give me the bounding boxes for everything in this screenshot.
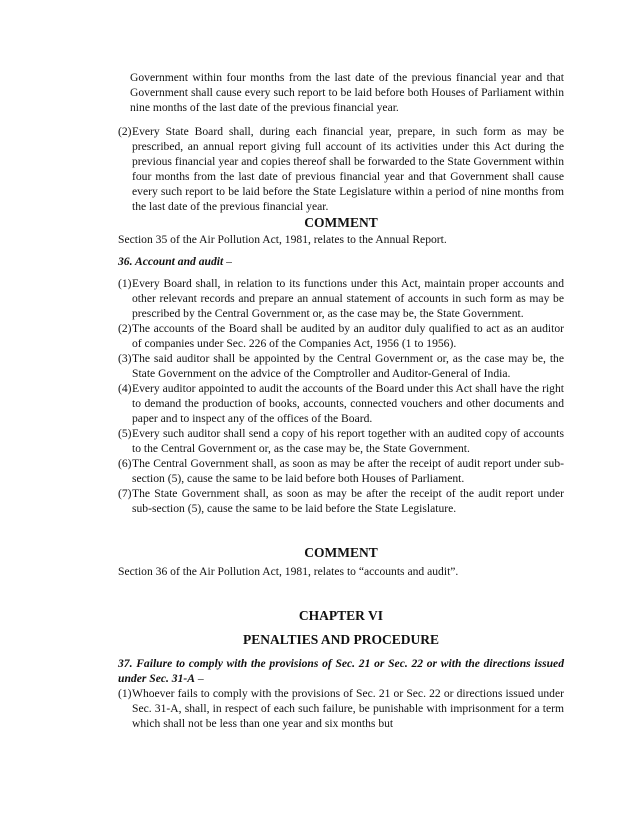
item-text: Whoever fails to comply with the provisions of Sec. 21 or Sec. 22 or directions issued under Sec. 31-A, shall, in respect of each such failure, be punishable with imprisonment for a term which shall not be less than one year and six months but: [132, 687, 564, 730]
item-number: (2): [118, 322, 132, 335]
section-36-title-text: 36. Account and audit: [118, 255, 224, 268]
item-number: (4): [118, 382, 132, 395]
comment-heading-1: COMMENT: [304, 215, 378, 230]
section-36-item-6: [118, 456, 564, 486]
section-37-item-1: [118, 686, 564, 731]
item-number: (1): [118, 277, 132, 290]
section-36-list: [118, 276, 564, 516]
clause-text: Every State Board shall, during each financial year, prepare, in such form as may be prescribed, an annual report giving full account of its activities under this Act during the previous financial year and copies thereof shall be forwarded to the State Government within four months from the last date of previous financial year and that Government shall cause every such report to be laid before the State Legislature within a period of nine months from the last date of the previous financial year.: [132, 125, 564, 213]
section-36-dash: –: [223, 255, 232, 268]
clause-2: [118, 124, 564, 214]
spacer: [118, 516, 564, 544]
item-number: (7): [118, 487, 132, 500]
section-36-item-3: [118, 351, 564, 381]
comment-text-1: Section 35 of the Air Pollution Act, 1981, relates to the Annual Report.: [118, 233, 447, 246]
item-number: (5): [118, 427, 132, 440]
chapter-title: PENALTIES AND PROCEDURE: [242, 632, 440, 647]
spacer: [118, 115, 564, 124]
item-text: The said auditor shall be appointed by the Central Government or, as the case may be, the State Government on the advice of the Comptroller and Auditor-General of India.: [132, 352, 564, 380]
clause-number: (2): [118, 125, 132, 138]
section-37-dash: –: [194, 672, 204, 685]
comment-heading-2: COMMENT: [304, 545, 378, 560]
item-text: The State Government shall, as soon as may be after the receipt of the audit report under sub-section (5), cause the same to be laid before the State Legislature.: [132, 487, 564, 515]
section-36-item-1: [118, 276, 564, 321]
section-36-title: [118, 254, 564, 269]
comment-text-2: Section 36 of the Air Pollution Act, 1981, relates to “accounts and audit”.: [118, 565, 459, 578]
chapter-number: CHAPTER VI: [298, 608, 384, 623]
item-text: The Central Government shall, as soon as may be after the receipt of audit report under sub-section (5), cause the same to be laid before both Houses of Parliament.: [132, 457, 564, 485]
section-37-title: [118, 656, 564, 686]
section-36-item-5: [118, 426, 564, 456]
section-37-title-text: 37. Failure to comply with the provisions of Sec. 21 or Sec. 22 or with the directions issued under Sec. 31-A: [118, 657, 564, 685]
section-36-item-2: [118, 321, 564, 351]
item-number: (3): [118, 352, 132, 365]
item-text: Every auditor appointed to audit the accounts of the Board under this Act shall have the right to demand the production of books, accounts, connected vouchers and other documents and paper and to inspect any of the offices of the Board.: [132, 382, 564, 425]
intro-continuation: Government within four months from the last date of the previous financial year and that Government shall cause every such report to be laid before both Houses of Parliament within nine months of the last date of the previous financial year.: [130, 71, 564, 114]
item-text: The accounts of the Board shall be audited by an auditor duly qualified to act as an auditor of companies under Sec. 226 of the Companies Act, 1956 (1 to 1956).: [132, 322, 564, 350]
section-36-item-4: [118, 381, 564, 426]
section-36-item-7: [118, 486, 564, 516]
item-number: (6): [118, 457, 132, 470]
item-text: Every Board shall, in relation to its functions under this Act, maintain proper accounts and other relevant records and prepare an annual statement of accounts in such form as may be prescribed by the Central Government or, as the case may be, the State Government.: [132, 277, 564, 320]
item-text: Every such auditor shall send a copy of his report together with an audited copy of accounts to the Central Government or, as the case may be, the State Government.: [132, 427, 564, 455]
item-number: (1): [118, 687, 132, 700]
spacer: [118, 579, 564, 607]
